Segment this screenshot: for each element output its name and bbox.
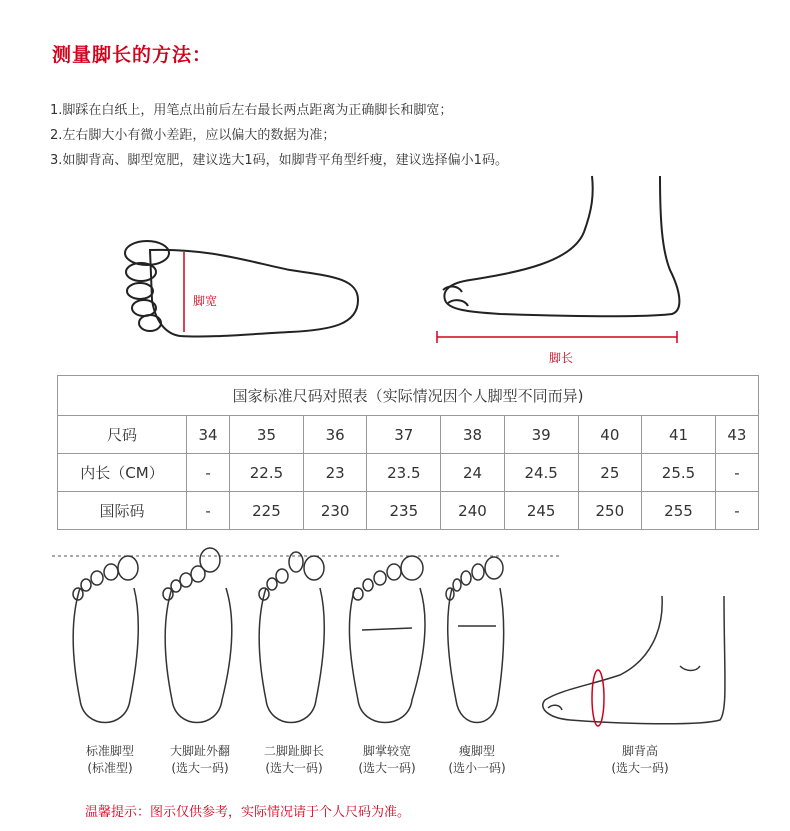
table-cell: 24 <box>441 454 505 492</box>
table-cell: 250 <box>578 492 642 530</box>
foot-type-label-slim: 瘦脚型 (选小一码) <box>448 744 506 775</box>
foot-length-label: 脚长 <box>549 351 574 365</box>
table-cell: 38 <box>441 416 505 454</box>
table-caption-row <box>58 376 759 416</box>
slim-foot-drawing <box>446 557 504 723</box>
table-cell: 24.5 <box>504 454 578 492</box>
table-cell: 37 <box>367 416 441 454</box>
foot-type-label-bunion: 大脚趾外翻 (选大一码) <box>169 744 230 775</box>
table-cell: 35 <box>230 416 304 454</box>
second-toe-long-foot-drawing <box>259 552 324 723</box>
high-instep-foot-drawing <box>543 596 725 726</box>
table-row <box>58 454 759 492</box>
table-cell: - <box>187 454 230 492</box>
table-cell: - <box>715 492 758 530</box>
page-title: 测量脚长的方法： <box>52 44 213 66</box>
foot-types-illustration <box>0 540 790 740</box>
table-cell: 255 <box>642 492 716 530</box>
table-cell: 23.5 <box>367 454 441 492</box>
bunion-foot-drawing <box>163 548 232 723</box>
table-cell: 245 <box>504 492 578 530</box>
foot-type-label-high-instep: 脚背高 (选大一码) <box>611 744 669 775</box>
table-row <box>58 416 759 454</box>
table-cell: 39 <box>504 416 578 454</box>
foot-type-label-wide: 脚掌较宽 (选大一码) <box>358 744 416 775</box>
table-cell: 240 <box>441 492 505 530</box>
size-chart-table <box>57 375 759 530</box>
instruction-item: 3.如脚背高、脚型宽肥，建议选大1码，如脚背平角型纤瘦，建议选择偏小1码。 <box>50 153 508 168</box>
table-cell: 22.5 <box>230 454 304 492</box>
row-label: 内长（CM） <box>58 454 187 492</box>
foot-sole-drawing <box>125 241 358 337</box>
row-label: 尺码 <box>58 416 187 454</box>
instruction-item: 1.脚踩在白纸上，用笔点出前后左右最长两点距离为正确脚长和脚宽； <box>50 103 453 118</box>
table-cell: - <box>187 492 230 530</box>
measure-illustration <box>0 0 790 370</box>
table-cell: 25.5 <box>642 454 716 492</box>
table-cell: 34 <box>187 416 230 454</box>
table-cell: 40 <box>578 416 642 454</box>
table-cell: 41 <box>642 416 716 454</box>
table-cell: 36 <box>303 416 367 454</box>
table-cell: - <box>715 454 758 492</box>
table-cell: 43 <box>715 416 758 454</box>
foot-type-label-second-toe: 二脚趾脚长 (选大一码) <box>263 744 324 775</box>
foot-side-drawing <box>443 176 679 316</box>
wide-foot-drawing <box>349 556 425 723</box>
table-cell: 25 <box>578 454 642 492</box>
tip-text: 温馨提示：图示仅供参考，实际情况请于个人尺码为准。 <box>85 805 411 820</box>
standard-foot-drawing <box>73 556 138 723</box>
table-cell: 225 <box>230 492 304 530</box>
foot-type-label-standard: 标准脚型 (标准型) <box>85 744 134 775</box>
table-row <box>58 492 759 530</box>
table-cell: 235 <box>367 492 441 530</box>
table-cell: 23 <box>303 454 367 492</box>
instruction-item: 2.左右脚大小有微小差距，应以偏大的数据为准； <box>50 128 336 143</box>
row-label: 国际码 <box>58 492 187 530</box>
foot-width-label: 脚宽 <box>193 294 218 308</box>
table-caption: 国家标准尺码对照表（实际情况因个人脚型不同而异) <box>58 376 759 416</box>
table-cell: 230 <box>303 492 367 530</box>
